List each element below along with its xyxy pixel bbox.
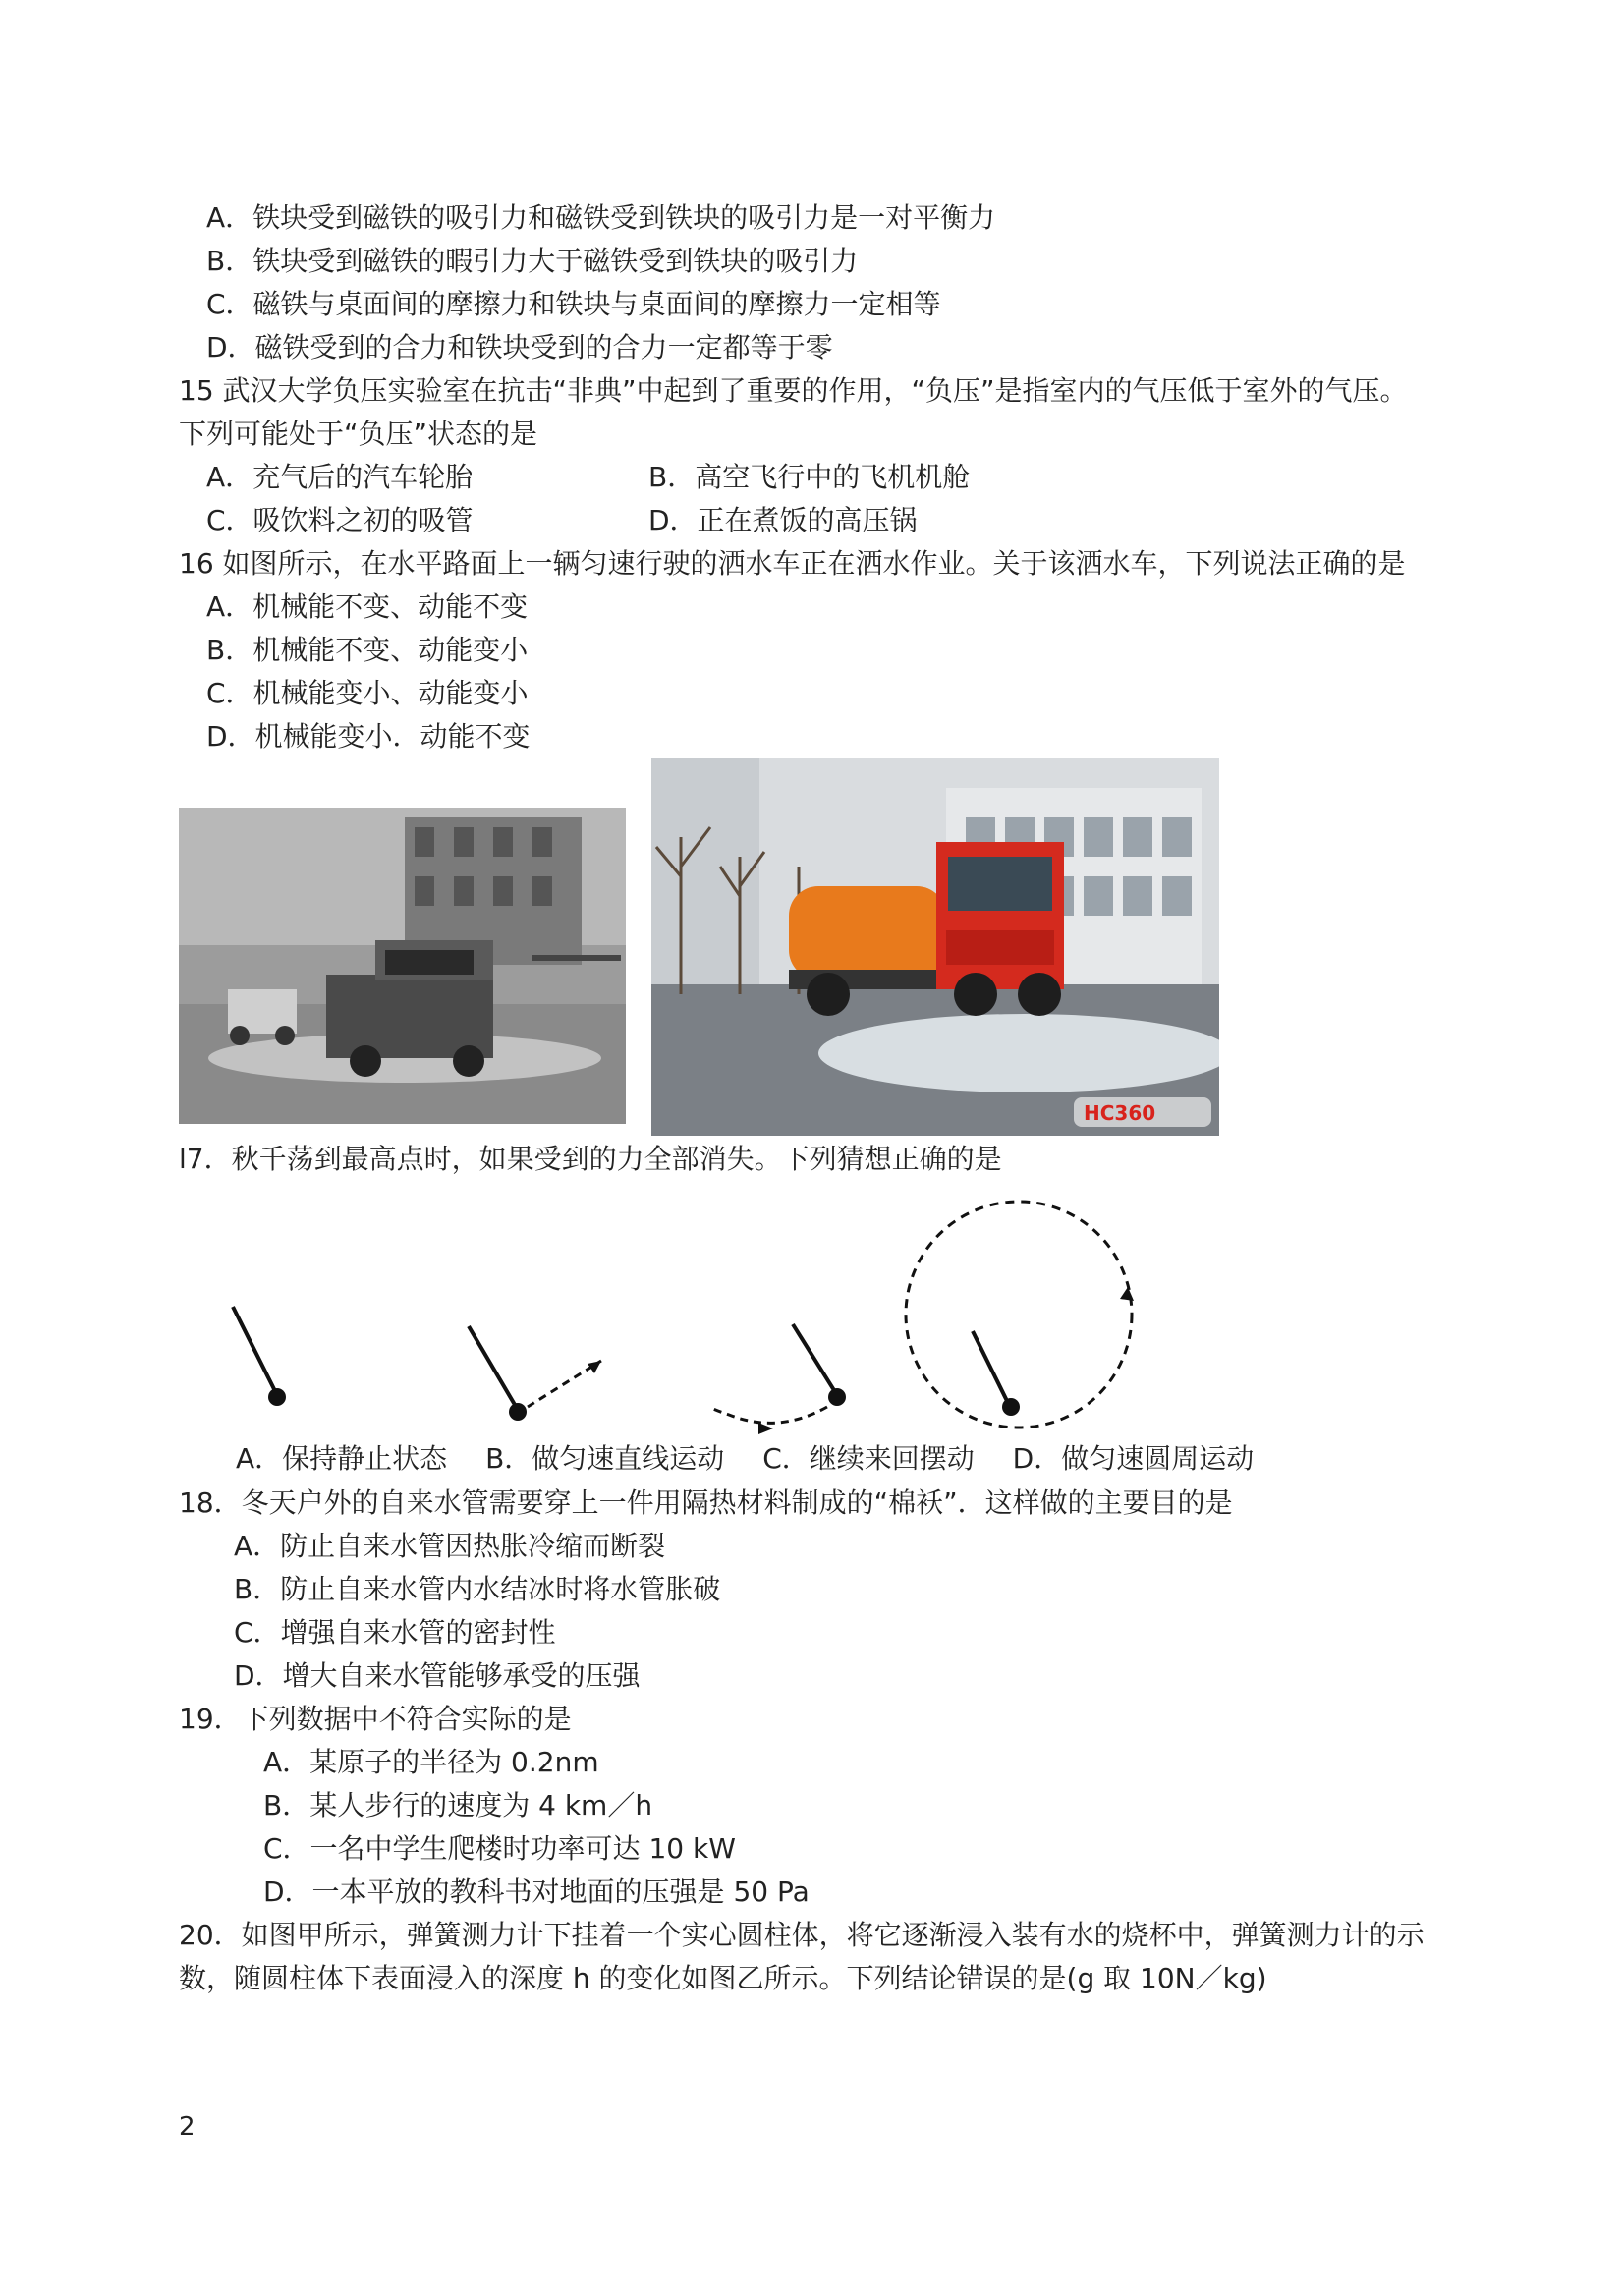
q16-stem: 16 如图所示，在水平路面上一辆匀速行驶的洒水车正在洒水作业。关于该洒水车，下列说法正确的是 — [179, 547, 1406, 580]
sprinkler-truck-color-photo — [651, 758, 1219, 1136]
q17-stem: l7．秋千荡到最高点时，如果受到的力全部消失。下列猜想正确的是 — [179, 1143, 1002, 1175]
q15-option-b: B．高空飞行中的飞机机舱 — [648, 461, 971, 493]
page-number: 2 — [179, 2112, 196, 2142]
q16-option-b: B．机械能不变、动能变小 — [206, 634, 529, 666]
swing-diagram — [179, 1189, 1259, 1434]
swing-c-figure — [709, 1324, 846, 1434]
sprinkler-truck-bw-photo — [179, 808, 626, 1124]
q19-option-a: A．某原子的半径为 0.2nm — [263, 1746, 599, 1778]
q19-option-b: B．某人步行的速度为 4 km／h — [263, 1789, 653, 1821]
q15-option-d: D．正在煮饭的高压锅 — [648, 504, 918, 536]
q17-option-b: B．做匀速直线运动 — [485, 1442, 725, 1475]
q18-option-a: A．防止自来水管因热胀冷缩而断裂 — [234, 1530, 666, 1562]
q16-option-a: A．机械能不变、动能不变 — [206, 590, 529, 623]
q19-option-c: C．一名中学生爬楼时功率可达 10 kW — [263, 1832, 736, 1865]
q14-option-d: D．磁铁受到的合力和铁块受到的合力一定都等于零 — [206, 331, 833, 364]
q18-option-d: D．增大自来水管能够承受的压强 — [234, 1659, 641, 1692]
q17-option-a: A．保持静止状态 — [236, 1442, 448, 1475]
q20-stem-line1: 20．如图甲所示，弹簧测力计下挂着一个实心圆柱体，将它逐渐浸入装有水的烧杯中，弹簧测力计的示 — [179, 1919, 1425, 1951]
q20-stem-line2: 数，随圆柱体下表面浸入的深度 h 的变化如图乙所示。下列结论错误的是(g 取 10N／kg) — [179, 1962, 1267, 1994]
q18-stem: 18．冬天户外的自来水管需要穿上一件用隔热材料制成的“棉袄”．这样做的主要目的是 — [179, 1486, 1233, 1519]
q18-option-b: B．防止自来水管内水结冰时将水管胀破 — [234, 1573, 721, 1605]
q15-option-a: A．充气后的汽车轮胎 — [206, 461, 474, 493]
photo-watermark: HC360 — [1084, 1101, 1156, 1125]
q16-option-c: C．机械能变小、动能变小 — [206, 677, 529, 709]
q19-option-d: D．一本平放的教科书对地面的压强是 50 Pa — [263, 1876, 810, 1908]
q15-option-c: C．吸饮料之初的吸管 — [206, 504, 474, 536]
q14-option-b: B．铁块受到磁铁的暇引力大于磁铁受到铁块的吸引力 — [206, 245, 859, 277]
q17-option-d: D．做匀速圆周运动 — [1012, 1442, 1255, 1475]
q17-option-c: C．继续来回摆动 — [762, 1442, 975, 1475]
q18-option-c: C．增强自来水管的密封性 — [234, 1616, 556, 1649]
swing-a-figure — [233, 1307, 286, 1406]
q14-option-c: C．磁铁与桌面间的摩擦力和铁块与桌面间的摩擦力一定相等 — [206, 288, 941, 320]
q15-stem-line2: 下列可能处于“负压”状态的是 — [179, 418, 538, 450]
swing-b-figure — [469, 1326, 601, 1421]
q16-option-d: D．机械能变小．动能不变 — [206, 720, 531, 753]
q14-option-a: A．铁块受到磁铁的吸引力和磁铁受到铁块的吸引力是一对平衡力 — [206, 201, 996, 234]
q17-options — [236, 1439, 1283, 1479]
q19-stem: 19．下列数据中不符合实际的是 — [179, 1703, 572, 1735]
q15-stem-line1: 15 武汉大学负压实验室在抗击“非典”中起到了重要的作用，“负压”是指室内的气压低于室外的气压。 — [179, 374, 1408, 407]
swing-d-figure — [906, 1202, 1134, 1428]
